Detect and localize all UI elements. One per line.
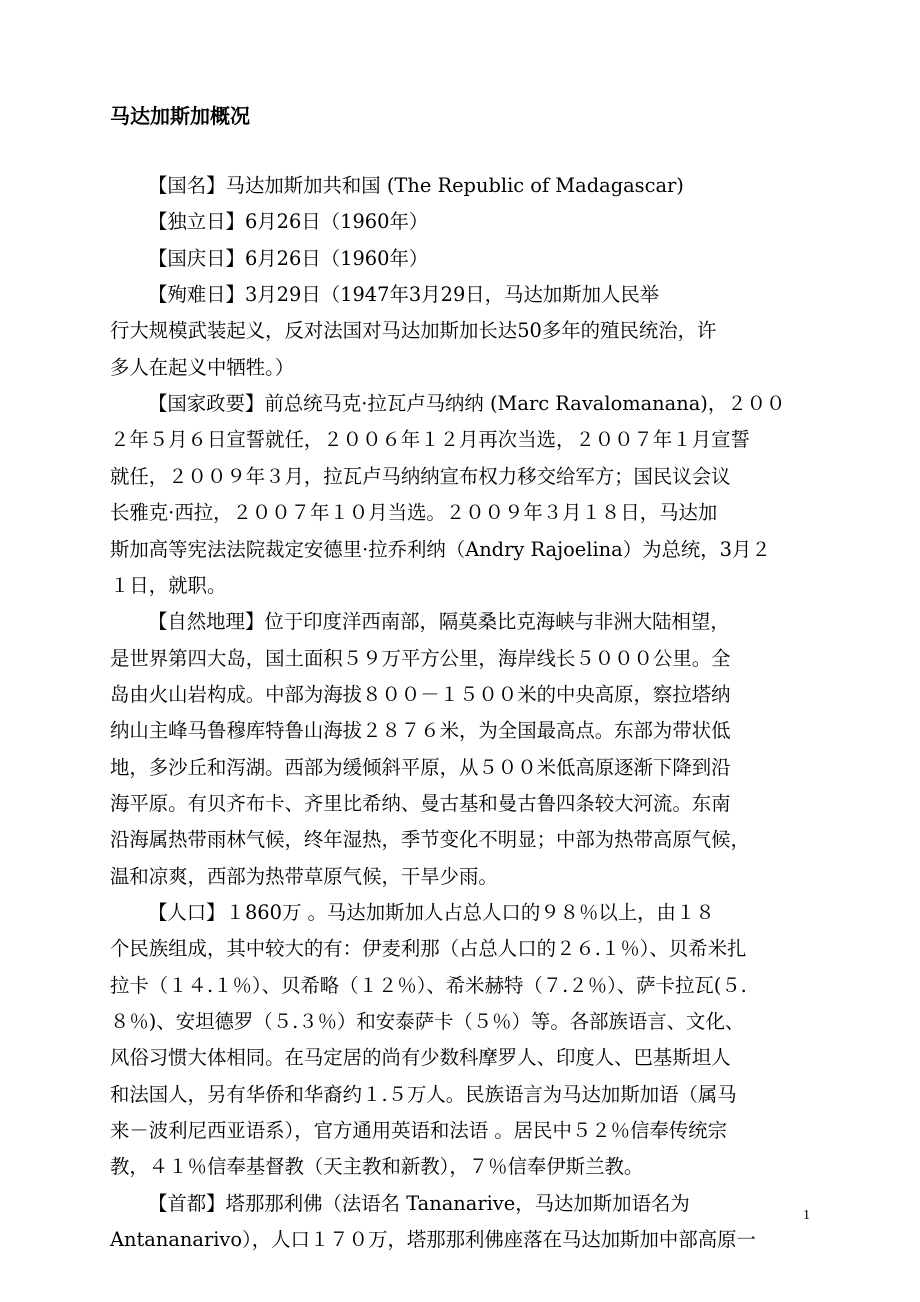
body-line: 地，多沙丘和泻湖。西部为缓倾斜平原，从５００米低高原逐渐下降到沿 (110, 755, 731, 779)
body-line: 【自然地理】位于印度洋西南部，隔莫桑比克海峡与非洲大陆相望， (148, 610, 730, 634)
body-line: 【人口】１860万 。马达加斯加人占总人口的９８％以上，由１８ (148, 901, 715, 924)
body-line: ２年５月６日宣誓就任，２００６年１２月再次当选，２００７年１月宣誓 (110, 428, 750, 452)
body-line: 行大规模武装起义，反对法国对马达加斯加长达50多年的殖民统治，许 (110, 319, 717, 343)
body-line: 【首都】塔那那利佛（法语名 Tananarive，马达加斯加语名为 (148, 1191, 690, 1215)
body-line: 【国庆日】6月26日（1960年） (148, 246, 429, 270)
body-line: １日，就职。 (110, 573, 227, 597)
body-line: 岛由火山岩构成。中部为海拔８００－１５００米的中央高原，察拉塔纳 (110, 682, 731, 706)
body-line: 长雅克·西拉，２００７年１０月当选。２００９年３月１８日，马达加 (110, 501, 718, 525)
body-line: 就任，２００９年３月，拉瓦卢马纳纳宣布权力移交给军方；国民议会议 (110, 464, 731, 488)
page-number: 1 (803, 1208, 810, 1223)
document-title: 马达加斯加概况 (110, 104, 250, 128)
body-line: 来－波利尼西亚语系），官方通用英语和法语 。居民中５２％信奉传统宗 (110, 1119, 727, 1143)
body-line: 海平原。有贝齐布卡、齐里比希纳、曼古基和曼古鲁四条较大河流。东南 (110, 791, 731, 815)
body-line: 个民族组成，其中较大的有：伊麦利那（占总人口的２６.１％）、贝希米扎 (110, 937, 747, 961)
body-line: 【国家政要】前总统马克·拉瓦卢马纳纳 (Marc Ravalomanana)，２００ (148, 392, 786, 416)
body-line: Antananarivo），人口１７０万，塔那那利佛座落在马达加斯加中部高原一 (110, 1228, 756, 1252)
body-line: 【独立日】6月26日（1960年） (148, 210, 429, 234)
body-line: 多人在起义中牺牲。） (110, 355, 295, 379)
body-line: 纳山主峰马鲁穆库特鲁山海拔２８７６米，为全国最高点。东部为带状低 (110, 719, 731, 743)
body-line: 教，４１％信奉基督教（天主教和新教），７％信奉伊斯兰教。 (110, 1155, 644, 1179)
body-line: 【殉难日】3月29日（1947年3月29日，马达加斯加人民举 (148, 283, 660, 307)
body-line: 【国名】马达加斯加共和国 (The Republic of Madagascar) (148, 174, 684, 197)
body-line: 斯加高等宪法法院裁定安德里·拉乔利纳（Andry Rajoelina）为总统，3月２ (110, 537, 771, 561)
body-line: 风俗习惯大体相同。在马定居的尚有少数科摩罗人、印度人、巴基斯坦人 (110, 1046, 731, 1070)
body-line: 拉卡（１４.１％）、贝希略（１２％）、希米赫特（７.２％）、萨卡拉瓦(５. (110, 973, 747, 997)
body-line: ８％)、安坦德罗（５.３％）和安泰萨卡（５％）等。各部族语言、文化、 (110, 1010, 745, 1034)
body-line: 温和凉爽，西部为热带草原气候，干旱少雨。 (110, 864, 498, 888)
body-line: 和法国人，另有华侨和华裔约１.５万人。民族语言为马达加斯加语（属马 (110, 1082, 737, 1106)
body-line: 是世界第四大岛，国土面积５９万平方公里，海岸线长５０００公里。全 (110, 646, 731, 670)
body-line: 沿海属热带雨林气候，终年湿热，季节变化不明显；中部为热带高原气候， (110, 828, 750, 852)
